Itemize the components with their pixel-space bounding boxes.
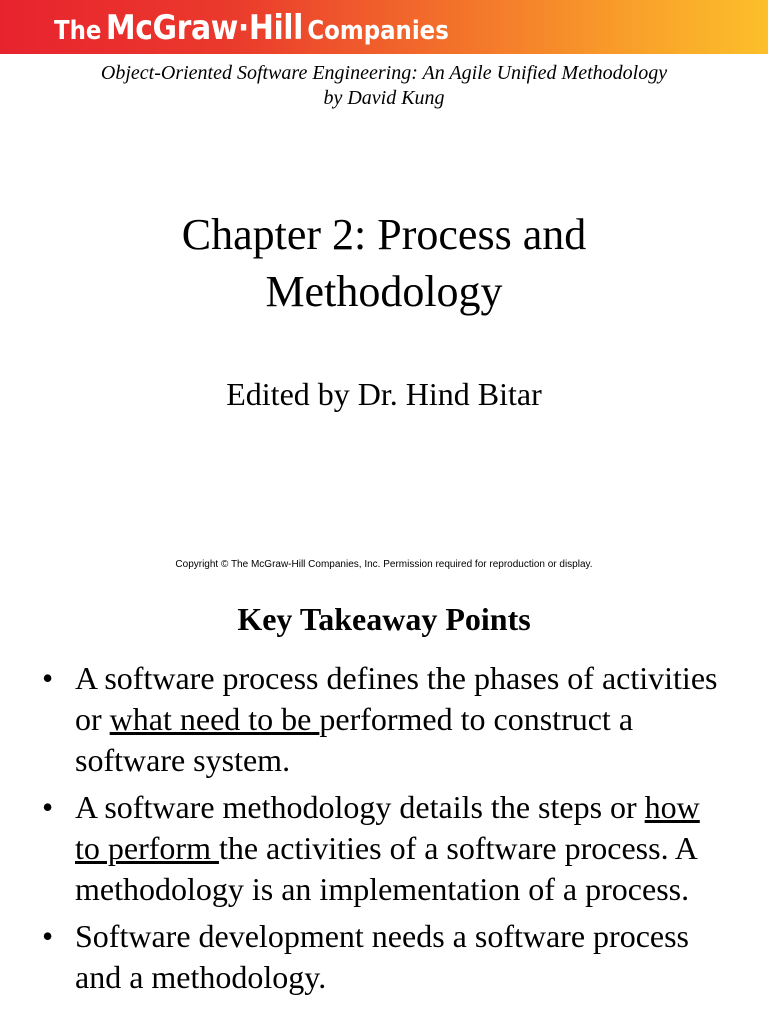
publisher-banner <box>0 0 768 54</box>
takeaway-text: Software development needs a software process and a methodology. <box>75 918 689 995</box>
takeaway-list <box>0 658 768 1004</box>
key-takeaways-heading: Key Takeaway Points <box>237 601 531 637</box>
publisher-logo <box>54 8 449 48</box>
chapter-title <box>0 206 768 320</box>
book-title-line: Object-Oriented Software Engineering: An Agile Unified Methodology <box>100 62 668 84</box>
logo-name: McGraw·Hill <box>105 8 303 48</box>
book-subtitle <box>0 61 768 111</box>
takeaway-text-end: performed to construct a software system. <box>75 701 634 778</box>
takeaway-underlined: what need to be <box>109 701 320 737</box>
logo-prefix: The <box>54 16 102 46</box>
takeaway-text: A software process defines the phases of activities or <box>75 660 718 737</box>
takeaway-item <box>0 787 768 910</box>
book-author-line: by David Kung <box>323 87 445 109</box>
takeaway-text: A software methodology details the steps or <box>75 789 645 825</box>
bullet-icon: • <box>42 660 54 696</box>
editor-line: Edited by Dr. Hind Bitar <box>226 376 542 412</box>
bullet-icon: • <box>42 789 54 825</box>
chapter-title-line1: Chapter 2: Process and <box>181 210 587 259</box>
logo-suffix: Companies <box>307 16 449 46</box>
takeaway-underlined: how to perform <box>75 789 700 866</box>
bullet-icon: • <box>42 918 54 954</box>
takeaway-text-end: the activities of a software process. A methodology is an implementation of a process. <box>75 830 697 907</box>
takeaway-item <box>0 916 768 998</box>
takeaway-item <box>0 658 768 781</box>
chapter-title-line2: Methodology <box>265 267 503 316</box>
copyright-notice: Copyright © The McGraw-Hill Companies, Inc. Permission required for reproduction or display. <box>175 559 593 570</box>
